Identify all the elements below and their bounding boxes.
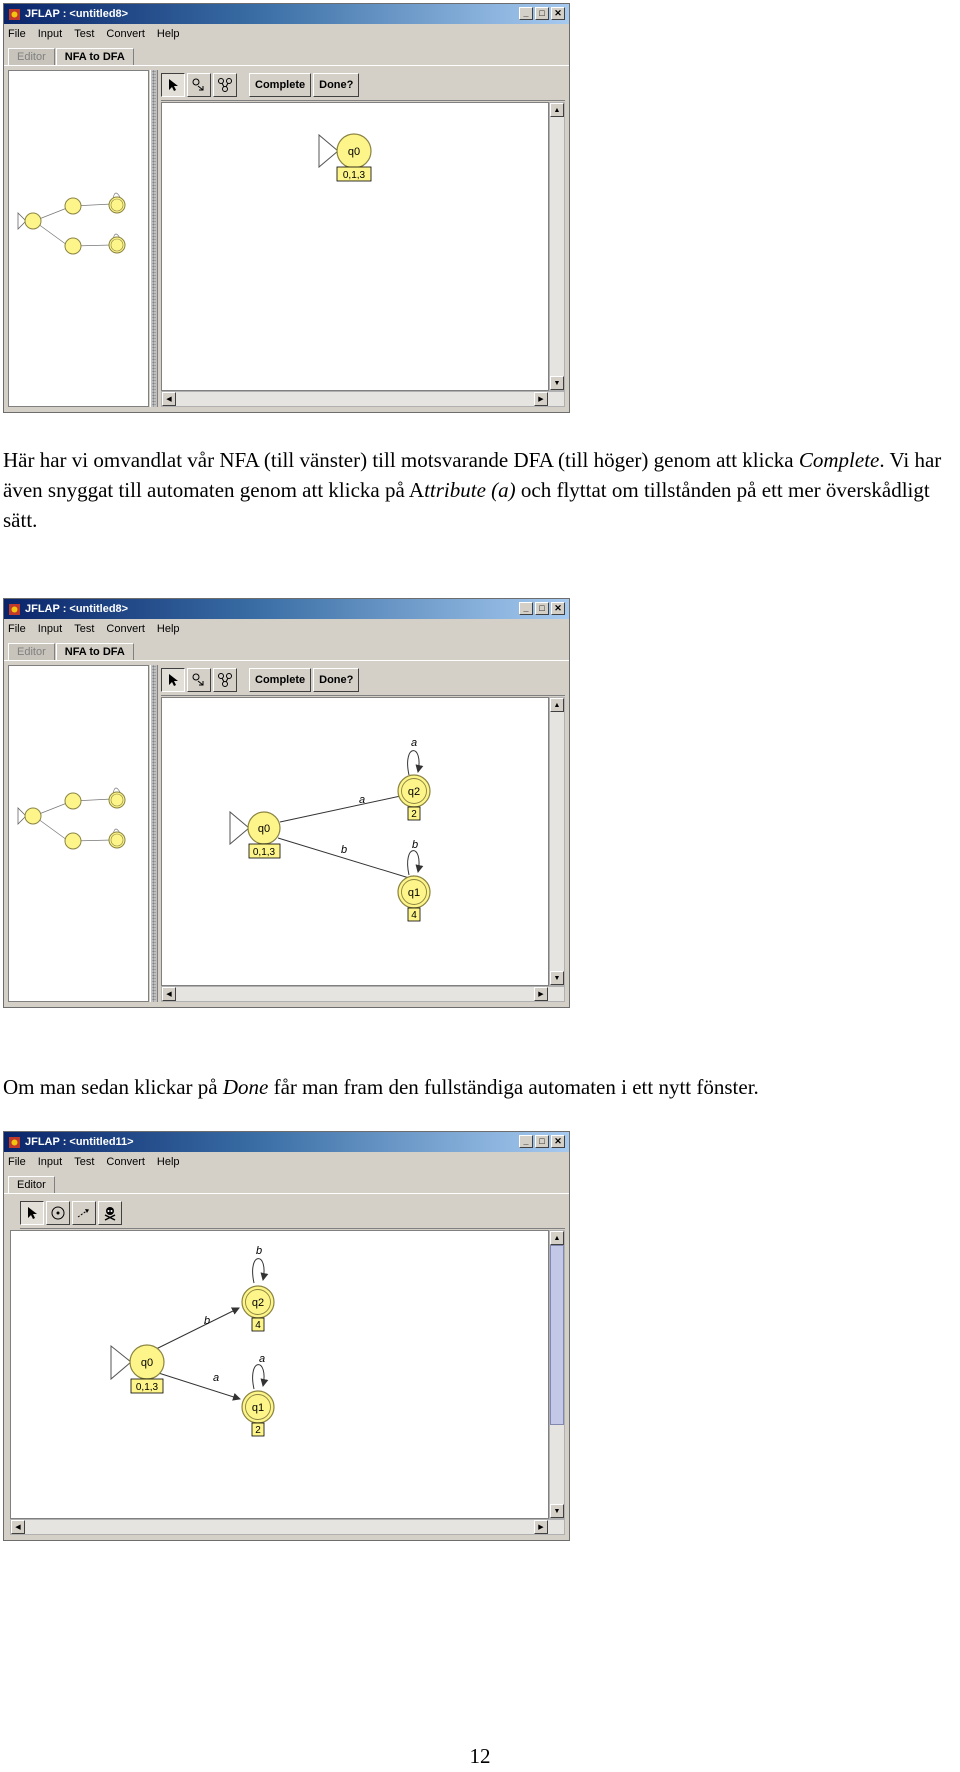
menu-test[interactable]: Test	[74, 623, 95, 635]
scroll-right-button[interactable]: ▶	[534, 1520, 548, 1534]
deleter-tool[interactable]	[98, 1201, 122, 1225]
canvas-vertical-scrollbar[interactable]	[549, 102, 565, 391]
scroll-left-button[interactable]: ◀	[162, 987, 176, 1001]
close-button[interactable]: ✕	[551, 7, 565, 20]
scroll-right-button[interactable]: ▶	[534, 392, 548, 406]
scroll-thumb[interactable]	[550, 1245, 564, 1425]
paragraph2-text2: får man fram den fullständiga automaten i ett nytt fönster.	[268, 1075, 759, 1099]
initial-state-marker	[319, 135, 338, 167]
state-q0-label: 0,1,3	[342, 170, 366, 181]
scroll-right-button[interactable]: ▶	[534, 987, 548, 1001]
state-tree-icon	[217, 672, 233, 688]
minimize-button[interactable]: _	[519, 602, 533, 615]
expand-group-tool[interactable]	[213, 668, 237, 692]
transition-q0-q2[interactable]	[146, 1308, 239, 1354]
jflap-app-icon	[8, 8, 21, 21]
title-bar	[4, 1132, 569, 1152]
dfa-diagram	[162, 103, 548, 390]
state-q1-label: 2	[255, 1425, 261, 1436]
menu-help[interactable]: Help	[156, 28, 180, 40]
attribute-editor-tool[interactable]	[161, 668, 185, 692]
loop-q2[interactable]	[408, 751, 419, 775]
dfa-diagram	[162, 698, 548, 985]
menu-file[interactable]: File	[8, 28, 26, 40]
paragraph-done	[3, 1072, 958, 1102]
scroll-down-button[interactable]: ▼	[550, 971, 564, 985]
paragraph1-text2: . Vi har även snyggat till automaten genom att klicka på A	[3, 448, 942, 502]
skull-icon	[102, 1205, 118, 1221]
window-title: JFLAP : <untitled8>	[25, 603, 129, 615]
loop-q2-symbol: a	[410, 737, 418, 749]
minimize-button[interactable]: _	[519, 7, 533, 20]
state-q2-name: q2	[251, 1297, 265, 1309]
transition-q0-q1-symbol: b	[340, 844, 348, 856]
state-expand-icon	[191, 672, 207, 688]
tab-editor[interactable]: Editor	[8, 1176, 55, 1193]
title-bar	[4, 599, 569, 619]
jflap-window-2	[3, 598, 570, 1008]
state-q2-name: q2	[407, 786, 421, 798]
tab-strip	[4, 1172, 569, 1194]
state-q0-label: 0,1,3	[252, 847, 276, 858]
menu-bar	[4, 24, 569, 44]
transition-q0-q1-symbol: a	[212, 1372, 220, 1384]
tab-content	[4, 1194, 569, 1539]
scroll-left-button[interactable]: ◀	[11, 1520, 25, 1534]
state-q1-name: q1	[407, 887, 421, 899]
paragraph1-em-attribute: ttribute (a)	[424, 478, 516, 502]
state-circle-icon	[50, 1205, 66, 1221]
state-expand-icon	[191, 77, 207, 93]
menu-file[interactable]: File	[8, 1156, 26, 1168]
loop-q1-symbol: a	[258, 1353, 266, 1365]
menu-bar	[4, 1152, 569, 1172]
scroll-down-button[interactable]: ▼	[550, 376, 564, 390]
expand-group-tool[interactable]	[213, 73, 237, 97]
transition-q0-q2-symbol: b	[203, 1315, 211, 1327]
dfa-canvas[interactable]	[161, 102, 549, 391]
scroll-left-button[interactable]: ◀	[162, 392, 176, 406]
arrow-pointer-icon	[24, 1205, 40, 1221]
scroll-up-button[interactable]: ▲	[550, 1231, 564, 1245]
window-title: JFLAP : <untitled11>	[25, 1136, 134, 1148]
close-button[interactable]: ✕	[551, 602, 565, 615]
arrow-pointer-icon	[165, 77, 181, 93]
menu-convert[interactable]: Convert	[106, 28, 145, 40]
scroll-up-button[interactable]: ▲	[550, 698, 564, 712]
paragraph1-text3: och flyttat om tillstånden på ett mer överskådligt sätt.	[3, 478, 930, 532]
window-title: JFLAP : <untitled8>	[25, 8, 129, 20]
dfa-diagram	[11, 1231, 548, 1518]
menu-input[interactable]: Input	[37, 28, 63, 40]
nfa-diagram	[9, 666, 148, 1001]
editor-toolbar	[161, 70, 565, 101]
loop-q2[interactable]	[253, 1259, 264, 1283]
tab-strip	[4, 44, 569, 66]
canvas-horizontal-scrollbar[interactable]	[10, 1519, 565, 1535]
attribute-editor-tool[interactable]	[161, 73, 185, 97]
scroll-up-button[interactable]: ▲	[550, 103, 564, 117]
menu-help[interactable]: Help	[156, 1156, 180, 1168]
tab-strip	[4, 639, 569, 661]
jflap-window-1	[3, 3, 570, 413]
nfa-preview-pane	[8, 70, 149, 407]
paragraph1-em-complete: Complete	[798, 448, 880, 472]
state-q0-name: q0	[347, 146, 361, 158]
tab-content	[4, 66, 569, 411]
canvas-vertical-scrollbar[interactable]	[549, 1230, 565, 1519]
menu-file[interactable]: File	[8, 623, 26, 635]
tab-content	[4, 661, 569, 1006]
state-creator-tool[interactable]	[46, 1201, 70, 1225]
transition-arrow-icon	[76, 1205, 92, 1221]
expand-state-tool[interactable]	[187, 73, 211, 97]
state-q0-name: q0	[257, 823, 271, 835]
menu-input[interactable]: Input	[37, 1156, 63, 1168]
tab-nfa-to-dfa[interactable]: NFA to DFA	[56, 48, 134, 65]
state-q1-name: q1	[251, 1402, 265, 1414]
menu-input[interactable]: Input	[37, 623, 63, 635]
initial-state-marker	[230, 812, 249, 844]
tab-editor[interactable]: Editor	[8, 48, 55, 65]
editor-toolbar	[161, 665, 565, 696]
menu-bar	[4, 619, 569, 639]
automaton-canvas[interactable]	[10, 1230, 549, 1519]
loop-q1[interactable]	[253, 1365, 264, 1389]
close-button[interactable]: ✕	[551, 1135, 565, 1148]
menu-help[interactable]: Help	[156, 623, 180, 635]
jflap-app-icon	[8, 1136, 21, 1149]
state-q1-label: 4	[411, 910, 417, 921]
maximize-button[interactable]: □	[535, 602, 549, 615]
initial-state-marker	[111, 1346, 131, 1379]
complete-button[interactable]: Complete	[249, 73, 311, 97]
transition-creator-tool[interactable]	[72, 1201, 96, 1225]
done-button[interactable]: Done?	[313, 73, 359, 97]
loop-q1[interactable]	[408, 851, 419, 875]
transition-q0-q2-symbol: a	[358, 794, 366, 806]
paragraph2-text1: Om man sedan klickar på	[3, 1075, 223, 1099]
state-tree-icon	[217, 77, 233, 93]
loop-q2-symbol: b	[255, 1245, 263, 1257]
transition-q0-q1[interactable]	[278, 838, 419, 881]
canvas-vertical-scrollbar[interactable]	[549, 697, 565, 986]
jflap-app-icon	[8, 603, 21, 616]
paragraph2-em-done: Done	[222, 1075, 269, 1099]
done-button[interactable]: Done?	[313, 668, 359, 692]
editor-toolbar	[20, 1198, 565, 1229]
state-q0-name: q0	[140, 1357, 154, 1369]
minimize-button[interactable]: _	[519, 1135, 533, 1148]
state-q2-label: 4	[255, 1320, 261, 1331]
title-bar	[4, 4, 569, 24]
maximize-button[interactable]: □	[535, 1135, 549, 1148]
loop-q1-symbol: b	[411, 839, 419, 851]
jflap-window-3	[3, 1131, 570, 1541]
tab-nfa-to-dfa[interactable]: NFA to DFA	[56, 643, 134, 660]
paragraph-nfa-to-dfa	[3, 445, 958, 535]
nfa-diagram	[9, 71, 148, 406]
canvas-horizontal-scrollbar[interactable]	[161, 986, 565, 1002]
menu-test[interactable]: Test	[74, 28, 95, 40]
arrow-pointer-icon	[165, 672, 181, 688]
state-q0-label: 0,1,3	[135, 1382, 159, 1393]
split-pane-divider[interactable]	[150, 70, 158, 407]
complete-button[interactable]: Complete	[249, 668, 311, 692]
state-q2-label: 2	[411, 809, 417, 820]
attribute-editor-tool[interactable]	[20, 1201, 44, 1225]
maximize-button[interactable]: □	[535, 7, 549, 20]
split-pane-divider[interactable]	[150, 665, 158, 1002]
tab-editor[interactable]: Editor	[8, 643, 55, 660]
paragraph1-text1: Här har vi omvandlat vår NFA (till vänster) till motsvarande DFA (till höger) genom att klicka	[3, 448, 799, 472]
scroll-down-button[interactable]: ▼	[550, 1504, 564, 1518]
page-number: 12	[469, 1744, 491, 1768]
canvas-horizontal-scrollbar[interactable]	[161, 391, 565, 407]
nfa-preview-pane	[8, 665, 149, 1002]
expand-state-tool[interactable]	[187, 668, 211, 692]
menu-convert[interactable]: Convert	[106, 1156, 145, 1168]
menu-convert[interactable]: Convert	[106, 623, 145, 635]
dfa-canvas[interactable]	[161, 697, 549, 986]
transition-q0-q2[interactable]	[280, 792, 419, 822]
menu-test[interactable]: Test	[74, 1156, 95, 1168]
